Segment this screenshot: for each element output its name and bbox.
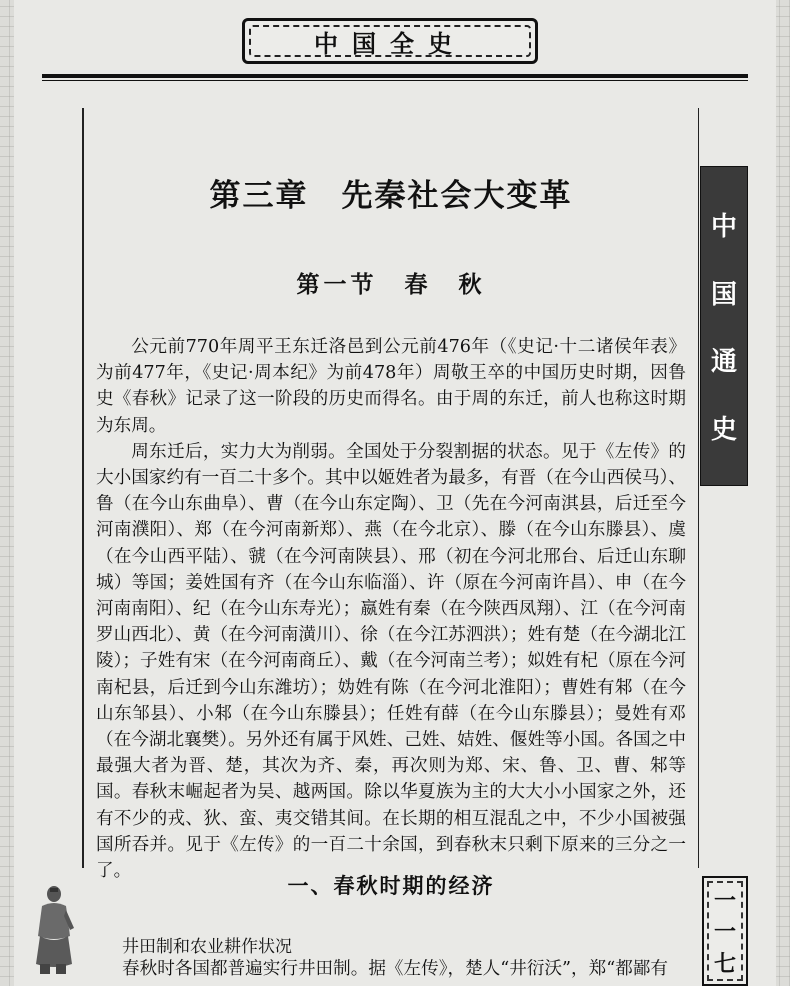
paragraph: 公元前770年周平王东迁洛邑到公元前476年（《史记·十二诸侯年表》为前477年，《史记·周本纪》为前478年）周敬王卒的中国历史时期，因鲁史《春秋》记录了这一阶段的历史而得名。由于周的东迁，前人也称这时期为东周。 [96,337,686,436]
subsection-title: 一、春秋时期的经济 [287,873,495,898]
header-banner [242,18,538,64]
body-text [96,334,686,884]
side-tab-char: 中 [710,212,737,243]
page-number-char: 一 [713,889,736,915]
frame-right-line [698,108,699,868]
page-number-box [702,876,748,986]
page-number-char: 七 [713,951,736,977]
terracotta-warrior-icon [30,884,76,976]
side-tab-char: 通 [710,347,737,378]
header-rule-thin [42,80,748,81]
topic-heading: 井田制和农业耕作状况 [122,937,292,957]
section-title: 第一节 春 秋 [296,271,486,298]
header-rule [42,74,748,78]
book-title: 中国全史 [314,29,466,58]
page-number-char: 一 [713,920,736,946]
frame-left-line [82,108,84,868]
chapter-title: 第三章 先秦社会大变革 [209,178,573,214]
side-tab-char: 史 [710,414,737,445]
book-page [14,0,776,986]
side-tab-char: 国 [710,279,737,310]
topic-body: 春秋时各国都普遍实行井田制。据《左传》，楚人“井衍沃”，郑“都鄙有 [122,959,668,979]
paragraph: 周东迁后，实力大为削弱。全国处于分裂割据的状态。见于《左传》的大小国家约有一百二十多个。其中以姬姓者为最多，有晋（在今山西侯马）、鲁（在今山东曲阜）、曹（在今山东定陶）、卫（先在今河南淇县，后迁至今河南濮阳）、郑（在今河南新郑）、燕（在今北京）、滕（在今山东滕县）、虞（在今山西平陆）、虢（在今河南陕县）、邢（初在今河北邢台、后迁山东聊城）等国；姜姓国有齐（在今山东临淄）、许（原在今河南许昌）、申（在今河南南阳）、纪（在今山东寿光）；嬴姓有秦（在今陕西凤翔）、江（在今河南罗山西北）、黄（在今河南潢川）、徐（在今江苏泗洪）；姓有楚（在今湖北江陵）；子姓有宋（在今河南商丘）、戴（在今河南兰考）；姒姓有杞（原在今河南杞县，后迁到今山东潍坊）；妫姓有陈（在今河北淮阳）；曹姓有邾（在今山东邹县）、小邾（在今山东滕县）；任姓有薛（在今山东滕县）；曼姓有邓（在今湖北襄樊）。另外还有属于风姓、己姓、姞姓、偃姓等小国。各国之中最强大者为晋、楚，其次为齐、秦，再次则为郑、宋、鲁、卫、曹、邾等国。春秋末崛起者为吴、越两国。除以华夏族为主的大大小小国家之外，还有不少的戎、狄、蛮、夷交错其间。在长期的相互混乱之中，不少小国被强国所吞并。见于《左传》的一百二十余国，到春秋末只剩下原来的三分之一了。 [96,441,686,882]
side-tab [700,166,748,486]
